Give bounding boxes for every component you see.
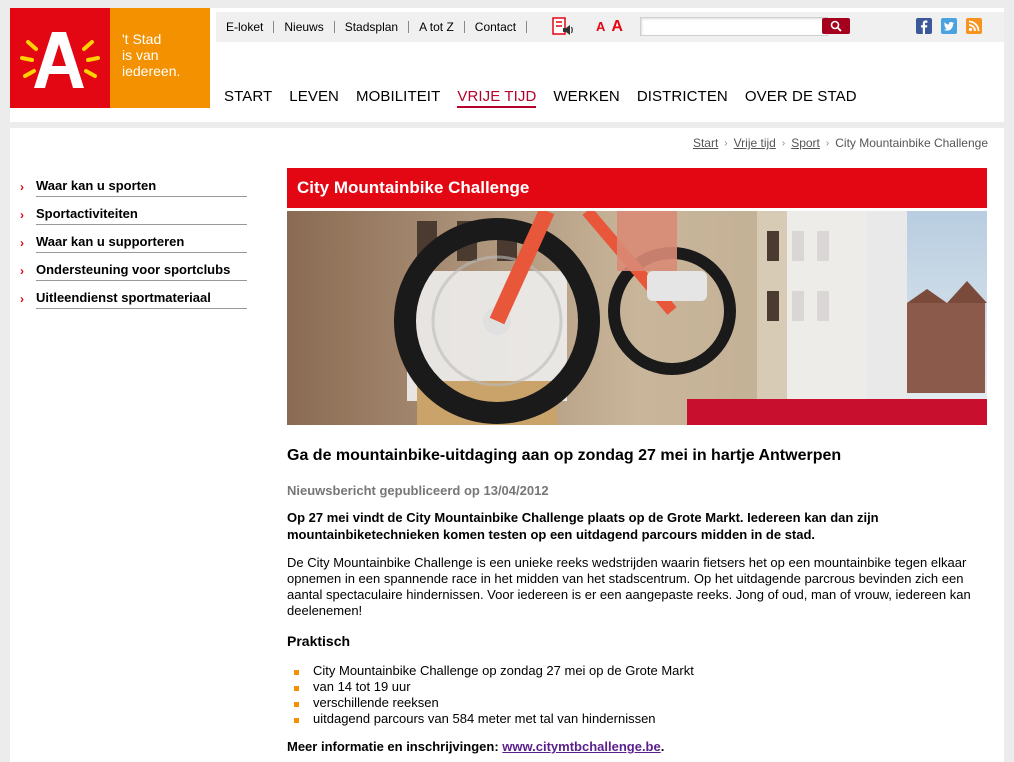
side-nav-item-sportactiviteiten[interactable] — [20, 206, 247, 234]
nav-werken[interactable]: WERKEN — [553, 88, 620, 105]
published-date: Nieuwsbericht gepubliceerd op 13/04/2012 — [287, 483, 549, 498]
nav-mobiliteit[interactable]: MOBILITEIT — [356, 88, 441, 105]
tagline-line: iedereen. — [122, 63, 181, 79]
side-nav-item-waar-kan-u-sporten[interactable] — [20, 178, 247, 206]
nav-over-de-stad[interactable]: OVER DE STAD — [744, 88, 857, 105]
breadcrumb — [693, 136, 988, 150]
more-info — [287, 739, 987, 754]
antwerpen-logo[interactable] — [10, 8, 110, 108]
font-size-controls — [596, 18, 623, 36]
article-subtitle: Ga de mountainbike-uitdaging aan op zondag 27 mei in hartje Antwerpen — [287, 447, 842, 464]
top-link-stadsplan[interactable]: Stadsplan — [341, 21, 409, 33]
twitter-icon[interactable] — [941, 18, 957, 34]
side-nav-item-waar-kan-u-supporteren[interactable] — [20, 234, 247, 262]
side-nav-label[interactable]: Uitleendienst sportmateriaal — [36, 290, 247, 309]
side-nav — [20, 178, 247, 318]
list-item: verschillende reeksen — [294, 695, 987, 711]
content-area — [10, 128, 1004, 762]
hero-image — [287, 211, 987, 425]
chevron-right-icon: › — [20, 208, 24, 222]
chevron-right-icon: › — [20, 236, 24, 250]
breadcrumb-separator-icon: › — [781, 137, 786, 149]
list-item: City Mountainbike Challenge op zondag 27 mei op de Grote Markt — [294, 663, 987, 679]
top-link-a-tot-z[interactable]: A tot Z — [415, 21, 465, 33]
nav-leven[interactable]: LEVEN — [289, 88, 339, 105]
list-item: van 14 tot 19 uur — [294, 679, 987, 695]
social-links — [916, 18, 982, 34]
more-info-label: Meer informatie en inschrijvingen: — [287, 739, 499, 754]
rss-icon[interactable] — [966, 18, 982, 34]
more-info-link[interactable]: www.citymtbchallenge.be — [502, 739, 661, 754]
side-nav-item-uitleendienst[interactable] — [20, 290, 247, 318]
breadcrumb-separator-icon: › — [825, 137, 830, 149]
chevron-right-icon: › — [20, 264, 24, 278]
article-title: City Mountainbike Challenge — [287, 168, 987, 208]
breadcrumb-link-vrije-tijd[interactable]: Vrije tijd — [733, 136, 776, 150]
side-nav-item-ondersteuning[interactable] — [20, 262, 247, 290]
chevron-right-icon: › — [20, 292, 24, 306]
breadcrumb-link-sport[interactable]: Sport — [791, 136, 820, 150]
article — [287, 168, 987, 754]
bullet-list — [287, 663, 987, 727]
top-link-contact[interactable]: Contact — [471, 21, 527, 33]
article-body: De City Mountainbike Challenge is een unieke reeks wedstrijden waarin fietsers het op een mountainbike tegen elkaar opnemen in een spannende race in het midden van het stadscentrum. Op het uitdagende parcrous bevinden zich een aantal spectaculaire hindernissen. Voor iedereen is er een aangepaste reeks. Jong of oud, man of vrouw, iedereen kan deelenemen! — [287, 555, 971, 618]
facebook-icon[interactable] — [916, 18, 932, 34]
antwerpen-logo-icon — [16, 22, 104, 94]
side-nav-label[interactable]: Waar kan u supporteren — [36, 234, 247, 253]
search-button[interactable] — [822, 18, 850, 34]
breadcrumb-current: City Mountainbike Challenge — [835, 136, 988, 150]
readspeaker-button[interactable] — [552, 17, 574, 42]
search-input[interactable] — [640, 17, 828, 36]
top-link-e-loket[interactable]: E-loket — [222, 21, 274, 33]
nav-districten[interactable]: DISTRICTEN — [636, 88, 728, 105]
tagline — [122, 31, 206, 79]
top-link-nieuws[interactable]: Nieuws — [280, 21, 334, 33]
hero-photo — [287, 211, 987, 425]
speaker-icon — [552, 17, 574, 37]
article-intro: Op 27 mei vindt de City Mountainbike Challenge plaats op de Grote Markt. Iedereen kan dan zijn mountainbiketechnieken komen testen op een uitdagend parcours midden in de stad. — [287, 510, 879, 542]
font-smaller-button[interactable]: A — [596, 19, 606, 34]
section-heading: Praktisch — [287, 633, 351, 649]
font-larger-button[interactable]: A — [611, 18, 623, 35]
top-links — [222, 12, 527, 42]
main-nav — [224, 88, 857, 108]
list-item: uitdagend parcours van 584 meter met tal van hindernissen — [294, 711, 987, 727]
nav-start[interactable]: START — [224, 88, 273, 105]
more-info-suffix: . — [660, 739, 665, 754]
tagline-line: 't Stad — [122, 31, 162, 47]
side-nav-label[interactable]: Ondersteuning voor sportclubs — [36, 262, 247, 281]
breadcrumb-link-start[interactable]: Start — [692, 136, 719, 150]
top-bar — [216, 12, 1004, 42]
tagline-block — [110, 8, 210, 108]
chevron-right-icon: › — [20, 180, 24, 194]
side-nav-label[interactable]: Sportactiviteiten — [36, 206, 247, 225]
nav-vrije-tijd[interactable]: VRIJE TIJD — [457, 88, 536, 108]
search-icon — [830, 20, 842, 32]
side-nav-label[interactable]: Waar kan u sporten — [36, 178, 247, 197]
tagline-line: is van — [122, 47, 159, 63]
breadcrumb-separator-icon: › — [724, 137, 728, 149]
site-header — [10, 8, 1004, 122]
